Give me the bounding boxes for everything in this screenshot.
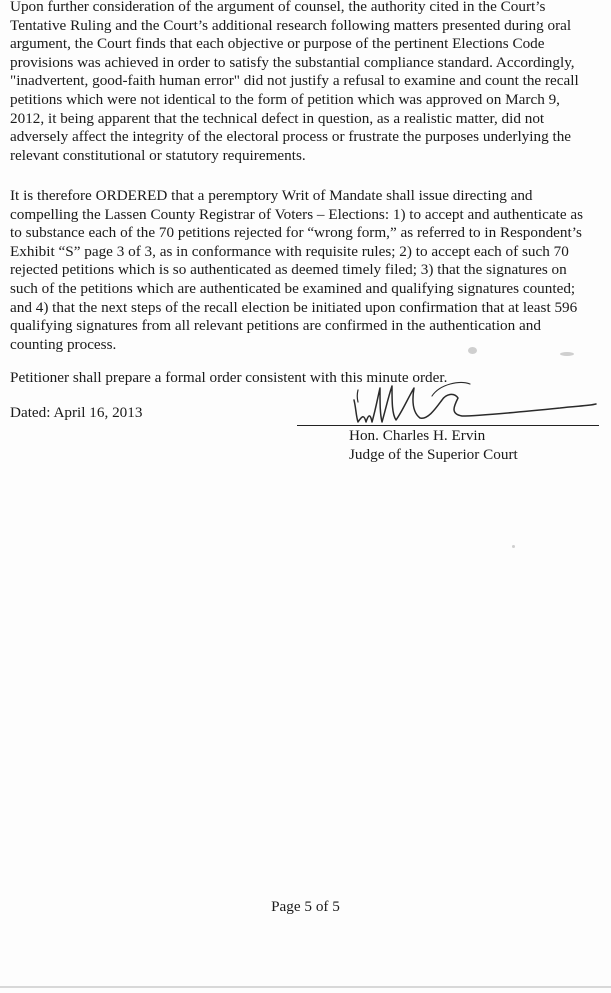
findings-paragraph — [10, 0, 611, 165]
paragraph-line: counting process. — [10, 335, 117, 353]
paragraph-line: rejected petitions which is so authenticated as deemed timely filed; 3) that the signatures on — [10, 261, 567, 279]
paragraph-line: provisions was achieved in order to satisfy the substantial compliance standard. Accordingly, — [10, 53, 575, 71]
paragraph-line: compelling the Lassen County Registrar of Voters – Elections: 1) to accept and authenticate as — [10, 205, 584, 223]
paragraph-line: It is therefore ORDERED that a peremptory Writ of Mandate shall issue directing and — [10, 187, 533, 204]
page-number: Page 5 of 5 — [271, 898, 340, 915]
handwritten-signature — [350, 378, 600, 430]
signature-line — [297, 425, 599, 426]
paragraph-line: such of the petitions which are authenticated be examined and qualifying signatures counted; — [10, 279, 576, 297]
paragraph-line: 2012, it being apparent that the technical defect in question, as a realistic matter, did not — [10, 109, 545, 127]
paragraph-line: petitions which were not identical to the form of petition which was approved on March 9, — [10, 90, 560, 108]
paragraph-line: to substance each of the 70 petitions rejected for “wrong form,” as referred to in Respondent’s — [10, 224, 582, 242]
prepare-order-line: Petitioner shall prepare a formal order consistent with this minute order. — [10, 369, 448, 386]
judge-title: Judge of the Superior Court — [349, 446, 518, 463]
scan-edge — [0, 986, 611, 988]
dated-line: Dated: April 16, 2013 — [10, 404, 143, 421]
scan-speck — [560, 352, 574, 356]
paragraph-line: Exhibit “S” page 3 of 3, as in conformance with requisite rules; 2) to accept each of such 70 — [10, 242, 569, 260]
scan-speck — [468, 347, 477, 354]
paragraph-line: and 4) that the next steps of the recall election be initiated upon confirmation that at least 596 — [10, 298, 578, 316]
paragraph-line: "inadvertent, good-faith human error" did not justify a refusal to examine and count the recall — [10, 72, 579, 90]
paragraph-line: relevant constitutional or statutory requirements. — [10, 146, 306, 164]
paragraph-line: qualifying signatures from all relevant petitions are confirmed in the authentication and — [10, 317, 541, 335]
paragraph-line: argument, the Court finds that each objective or purpose of the pertinent Elections Code — [10, 35, 545, 53]
paragraph-line: adversely affect the integrity of the electoral process or frustrate the purposes underlying the — [10, 128, 572, 146]
judge-name: Hon. Charles H. Ervin — [349, 427, 486, 444]
paragraph-line: Upon further consideration of the argument of counsel, the authority cited in the Court’s — [10, 0, 546, 15]
scan-speck — [512, 545, 515, 548]
order-paragraph — [10, 187, 611, 354]
paragraph-line: Tentative Ruling and the Court’s additional research following matters presented during oral — [10, 16, 572, 34]
